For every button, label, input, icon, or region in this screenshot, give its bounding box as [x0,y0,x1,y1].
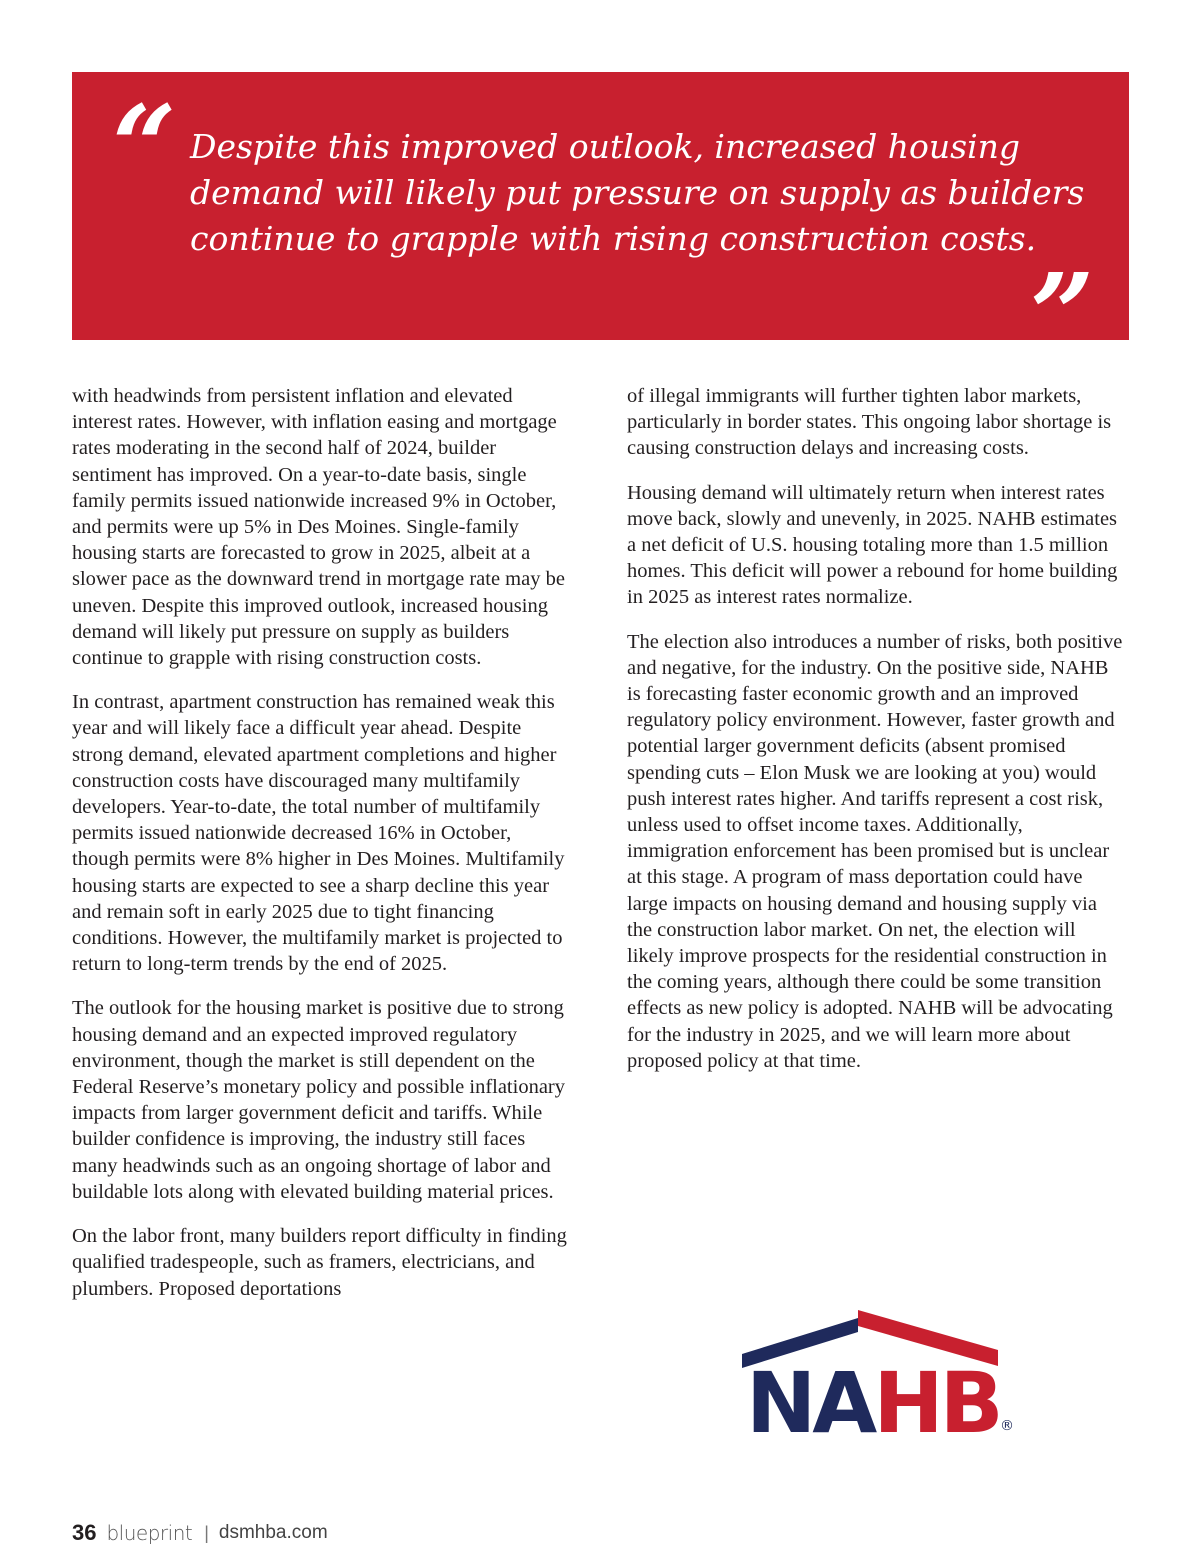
logo-wordmark: NAHB [746,1354,1000,1436]
paragraph: with headwinds from persistent inflation and elevated interest rates. However, with inflation easing and mortgage rates moderating in the second half of 2024, builder sentiment has improved. On a year-to-date basis, single family permits issued nationwide increased 9% in October, and permits were up 5% in Des Moines. Single-family housing starts are forecasted to grow in 2025, albeit at a slower pace as the downward trend in mortgage rate may be uneven. Despite this improved outlook, increased housing demand will likely put pressure on supply as builders continue to grapple with rising construction costs. [72,385,565,670]
footer [72,1518,328,1548]
pull-quote-box [72,72,1129,381]
paragraph: of illegal immigrants will further tighten labor markets, particularly in border states. This ongoing labor shortage is causing construction delays and increasing costs. [627,385,1112,460]
website-link[interactable]: dsmhba.com [218,1522,328,1543]
paragraph: The election also introduces a number of risks, both positive and negative, for the industry. On the positive side, NAHB is forecasting faster economic growth and an improved regulatory policy environment. However, faster growth and potential larger government deficits (absent promised spending cuts – Elon Musk we are looking at you) would push interest rates higher. And tariffs represent a cost risk, unless used to offset income taxes. Additionally, immigration enforcement has been promised but is unclear at this stage. A program of mass deportation could have large impacts on housing demand and housing supply via the construction labor market. On net, the election will likely improve prospects for the residential construction in the coming years, although there could be some transition effects as new policy is adopted. NAHB will be advocating for the industry in 2025, and we will learn more about proposed policy at that time. [627,630,1123,1072]
page-number: 36 [72,1520,97,1545]
right-column [627,383,1127,1092]
nahb-logo [742,1306,1014,1436]
left-column [72,383,572,1320]
paragraph: The outlook for the housing market is positive due to strong housing demand and an expected improved regulatory environment, though the market is still dependent on the Federal Reserve’s monetary policy and possible inflationary impacts from larger government deficit and tariffs. While builder confidence is improving, the industry still faces many headwinds such as an ongoing shortage of labor and buildable lots along with elevated building material prices. [72,997,566,1203]
paragraph: Housing demand will ultimately return when interest rates move back, slowly and unevenly, in 2025. NAHB estimates a net deficit of U.S. housing totaling more than 1.5 million homes. This deficit will power a rebound for home building in 2025 as interest rates normalize. [627,481,1118,609]
footer-separator: | [204,1522,209,1543]
paragraph: On the labor front, many builders report difficulty in finding qualified tradespeople, such as framers, electricians, and plumbers. Proposed deportations [72,1225,567,1300]
paragraph: In contrast, apartment construction has remained weak this year and will likely face a difficult year ahead. Despite strong demand, elevated apartment completions and higher construction costs have discouraged many multifamily developers. Year-to-date, the total number of multifamily permits issued nationwide decreased 16% in October, though permits were 8% higher in Des Moines. Multifamily housing starts are expected to see a sharp decline this year and remain soft in early 2025 due to tight financing conditions. However, the multifamily market is projected to return to long-term trends by the end of 2025. [72,691,565,976]
registered-mark: ® [1000,1418,1014,1434]
open-quote-icon: “ [112,82,177,213]
publication-name: blueprint [106,1521,193,1545]
close-quote-icon: ” [1030,250,1095,381]
pull-quote-text: Despite this improved outlook, increased housing demand will likely put pressure on supply as builders continue to grapple with rising construction costs. [190,127,1085,258]
